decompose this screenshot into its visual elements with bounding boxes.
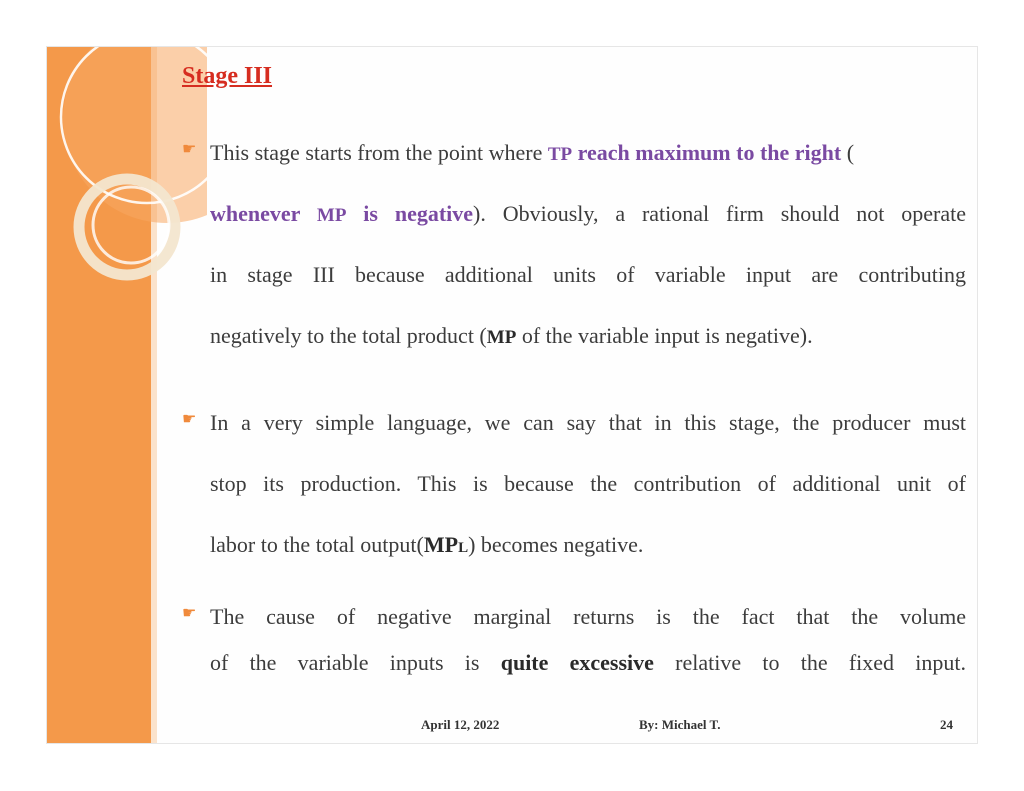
decorative-rings	[47, 47, 207, 347]
slide	[46, 46, 978, 744]
slide-title: Stage III	[182, 63, 273, 89]
pointing-hand-icon: ☛	[182, 605, 197, 622]
bullet-2-line-3: labor to the total output(MPL) becomes negative.	[210, 532, 644, 557]
pointing-hand-icon: ☛	[182, 411, 197, 428]
bullet-2-line-2: stop its production. This is because the contribution of additional unit of	[210, 471, 966, 496]
bullet-1-line-4: negatively to the total product (MP of the variable input is negative).	[210, 323, 813, 348]
footer-author: By: Michael T.	[639, 717, 721, 732]
bullet-3-line-2: of the variable inputs is quite excessive relative to the fixed input.	[210, 650, 967, 675]
bullet-3-line-1: The cause of negative marginal returns is the fact that the volume	[210, 604, 966, 629]
pointing-hand-icon: ☛	[182, 141, 197, 158]
footer-date: April 12, 2022	[421, 717, 500, 732]
footer-page-number: 24	[940, 717, 953, 732]
bullet-1-line-2: whenever MP is negative). Obviously, a rational firm should not operate	[210, 201, 966, 226]
bullet-2-line-1: In a very simple language, we can say that in this stage, the producer must	[210, 410, 966, 435]
bullet-1-line-3: in stage III because additional units of variable input are contributing	[210, 262, 966, 287]
bullet-1-line-1: This stage starts from the point where TP reach maximum to the right (	[210, 140, 855, 165]
